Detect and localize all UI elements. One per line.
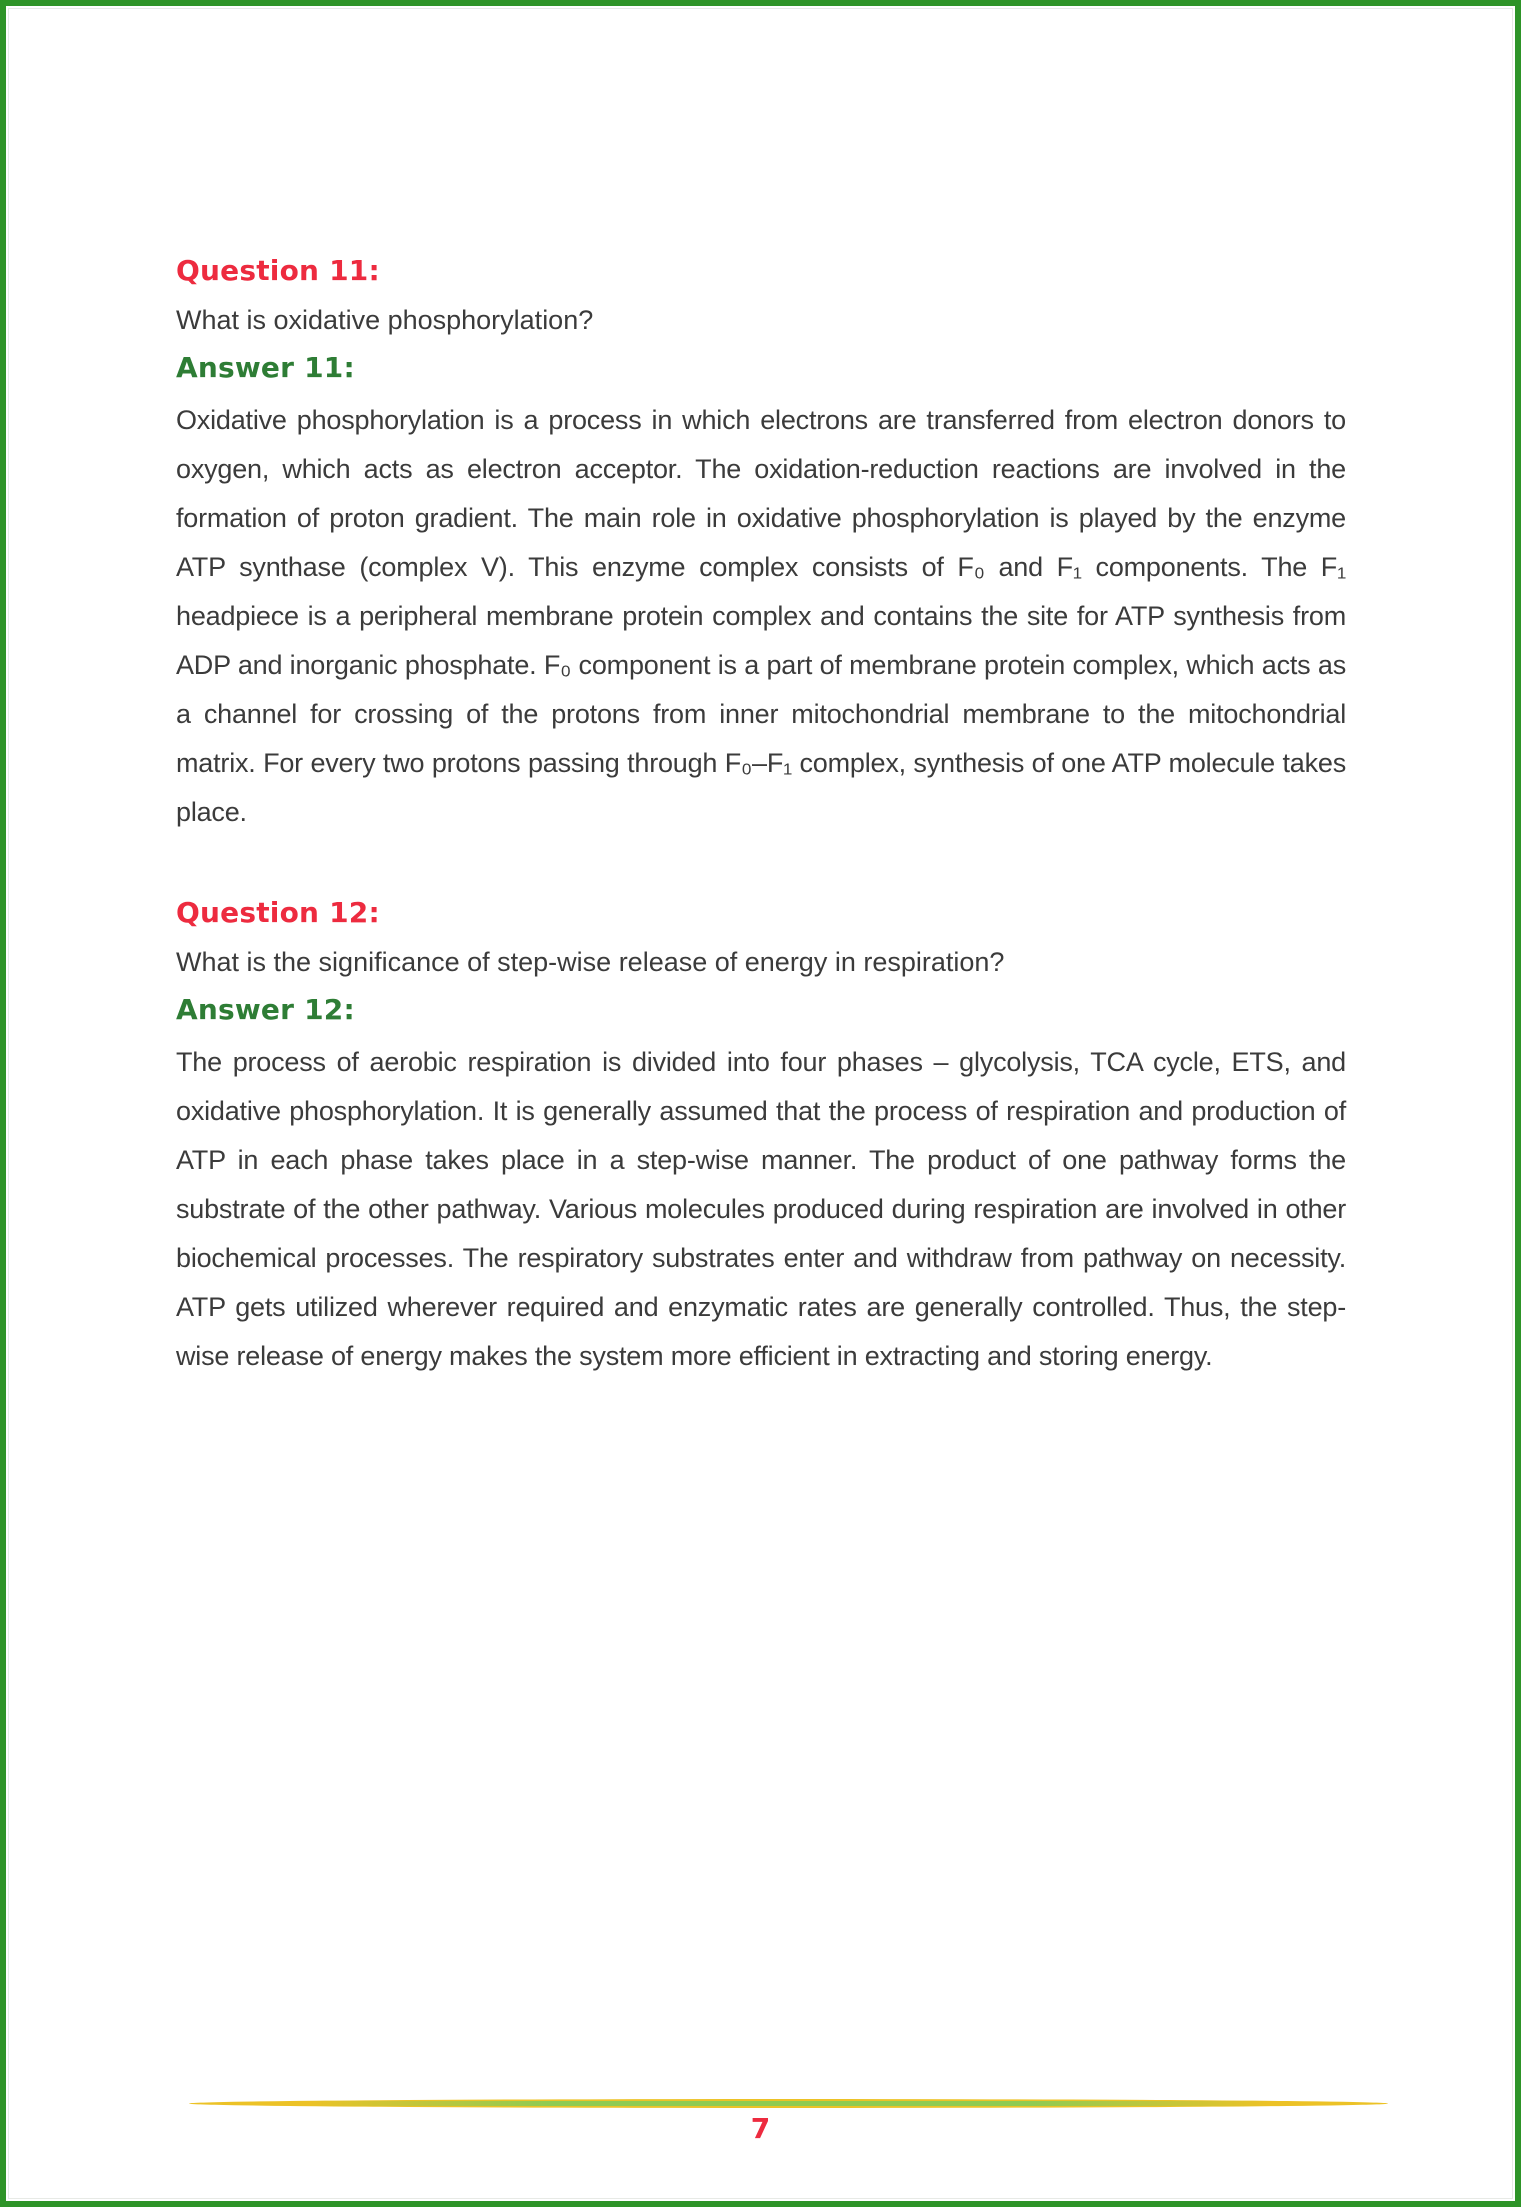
- answer-12-text: The process of aerobic respiration is divided into four phases – glycolysis, TCA cycle, ETS, and oxidative phosphorylation. It is generally assumed that the process of respiration and production of ATP in each phase takes place in a step-wise manner. The product of one pathway forms the substrate of the other pathway. Various molecules produced during respiration are involved in other biochemical processes. The respiratory substrates enter and withdraw from pathway on necessity. ATP gets utilized wherever required and enzymatic rates are generally controlled. Thus, the step-wise release of energy makes the system more efficient in extracting and storing energy.: [176, 1047, 1346, 1371]
- qa-block-question-12: [176, 895, 1346, 1381]
- qa-block-question-11: [176, 253, 1346, 837]
- answer-12-heading: Answer 12:: [176, 993, 355, 1026]
- page-content: [176, 253, 1346, 1381]
- answer-11-text: Oxidative phosphorylation is a process in which electrons are transferred from electron donors to oxygen, which acts as electron acceptor. The oxidation-reduction reactions are involved in the formation of proton gradient. The main role in oxidative phosphorylation is played by the enzyme ATP synthase (complex V). This enzyme complex consists of F₀ and F₁ components. The F₁ headpiece is a peripheral membrane protein complex and contains the site for ATP synthesis from ADP and inorganic phosphate. F₀ component is a part of membrane protein complex, which acts as a channel for crossing of the protons from inner mitochondrial membrane to the mitochondrial matrix. For every two protons passing through F₀–F₁ complex, synthesis of one ATP molecule takes place.: [176, 405, 1346, 827]
- question-11-text: What is oxidative phosphorylation?: [176, 305, 594, 335]
- question-12-heading: Question 12:: [176, 896, 380, 929]
- question-12-text: What is the significance of step-wise release of energy in respiration?: [176, 947, 1005, 977]
- answer-11-heading: Answer 11:: [176, 351, 355, 384]
- page-number: 7: [750, 2112, 771, 2145]
- footer-divider: [189, 2099, 1388, 2108]
- question-11-heading: Question 11:: [176, 254, 380, 287]
